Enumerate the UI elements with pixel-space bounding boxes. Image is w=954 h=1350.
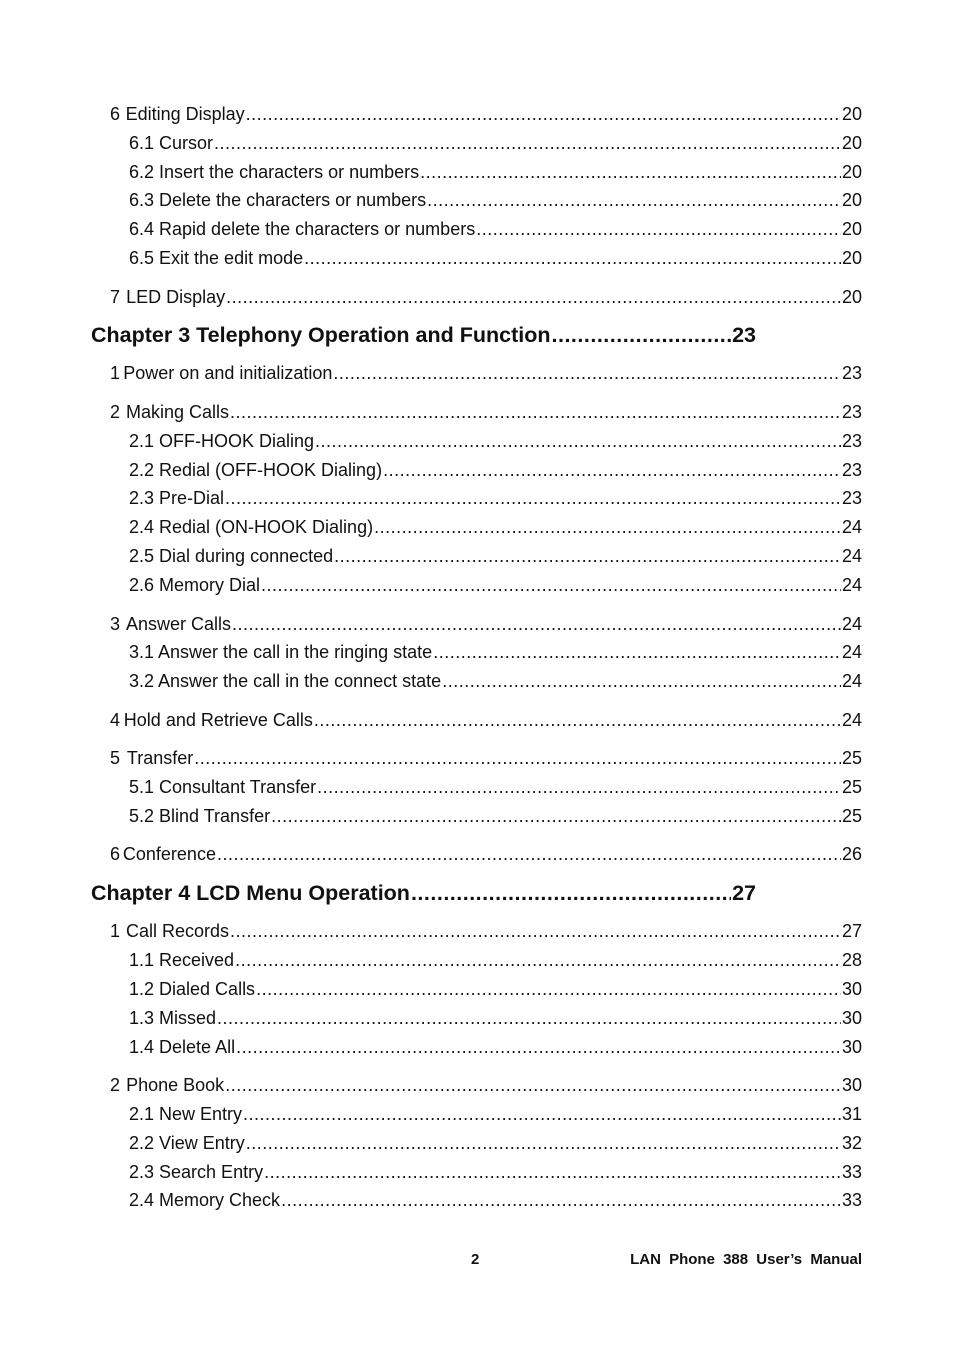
- toc-subentry: [129, 806, 862, 827]
- toc-chapter-heading: [91, 881, 756, 906]
- toc-entry-number: 2: [110, 1075, 121, 1095]
- toc-subentry: [129, 1162, 862, 1183]
- toc-entry-number: 4: [110, 710, 121, 730]
- toc-subentry: [129, 460, 862, 481]
- footer-page-number: 2: [471, 1251, 480, 1268]
- toc-entry-page: 28: [841, 950, 862, 970]
- toc-entry: [110, 614, 862, 635]
- dot-leader: [427, 190, 841, 211]
- toc-entry-page: 25: [841, 777, 862, 797]
- toc-entry-number: 3: [110, 614, 121, 634]
- dot-leader: [194, 748, 841, 769]
- toc-entry-page: 20: [841, 162, 862, 182]
- toc-entry-page: 24: [841, 575, 862, 595]
- dot-leader: [261, 575, 841, 596]
- toc-entry-page: 32: [841, 1133, 862, 1153]
- toc-subentry: [129, 190, 862, 211]
- toc-entry-page: 30: [841, 1008, 862, 1028]
- toc-entry-title: 3.1 Answer the call in the ringing state: [129, 642, 433, 662]
- toc-subentry: [129, 642, 862, 663]
- toc-chapter-title: Chapter 3 Telephony Operation and Function: [91, 323, 551, 347]
- dot-leader: [281, 1190, 841, 1211]
- toc-entry-title: 2.6 Memory Dial: [129, 575, 261, 595]
- toc-subentry: [129, 546, 862, 567]
- dot-leader: [317, 777, 841, 798]
- toc-entry-page: 23: [841, 402, 862, 422]
- toc-entry-title: Answer Calls: [125, 614, 231, 634]
- dot-leader: [315, 431, 841, 452]
- toc-entry-page: 24: [841, 642, 862, 662]
- toc-entry-page: 30: [841, 1037, 862, 1057]
- toc-entry-title: LED Display: [126, 287, 226, 307]
- dot-leader: [334, 546, 841, 567]
- dot-leader: [420, 162, 841, 183]
- dot-leader: [230, 402, 841, 423]
- toc-subentry: [129, 431, 862, 452]
- toc-chapter-title: Chapter 4 LCD Menu Operation: [91, 881, 410, 905]
- toc-entry-number: 7: [110, 287, 121, 307]
- toc-entry: [110, 710, 862, 731]
- toc-entry-page: 24: [841, 517, 862, 537]
- toc-entry: [110, 402, 862, 423]
- toc-entry-page: 20: [841, 190, 862, 210]
- toc-subentry: [129, 219, 862, 240]
- dot-leader: [226, 287, 841, 308]
- toc-subentry: [129, 950, 862, 971]
- toc-entry-page: 20: [841, 133, 862, 153]
- dot-leader: [314, 710, 841, 731]
- toc-subentry: [129, 1037, 862, 1058]
- toc-entry-page: 30: [841, 1075, 862, 1095]
- toc-entry-page: 20: [841, 219, 862, 239]
- dot-leader: [304, 248, 841, 269]
- footer-document-title: LAN Phone 388 User’s Manual: [630, 1251, 862, 1268]
- dot-leader: [411, 881, 731, 906]
- toc-entry-title: 2.3 Pre-Dial: [129, 488, 225, 508]
- toc-entry-title: Conference: [122, 844, 216, 864]
- toc-entry-title: 2.5 Dial during connected: [129, 546, 334, 566]
- toc-chapter-page: 23: [732, 323, 756, 347]
- toc-subentry: [129, 517, 862, 538]
- toc-entry-title: 2.4 Memory Check: [129, 1190, 281, 1210]
- toc-entry-title: 6.5 Exit the edit mode: [129, 248, 304, 268]
- toc-entry-title: Phone Book: [126, 1075, 225, 1095]
- toc-entry-title: 3.2 Answer the call in the connect state: [129, 671, 442, 691]
- toc-entry-page: 27: [841, 921, 862, 941]
- toc-entry-page: 23: [841, 431, 862, 451]
- dot-leader: [383, 460, 841, 481]
- toc-entry-title: Power on and initialization: [123, 363, 333, 383]
- dot-leader: [246, 1133, 841, 1154]
- toc-subentry: [129, 777, 862, 798]
- toc-entry-title: 2.2 Redial (OFF-HOOK Dialing): [129, 460, 383, 480]
- toc-entry-number: 6: [110, 844, 121, 864]
- toc-entry-title: Editing Display: [125, 104, 245, 124]
- toc-entry-number: 5: [110, 748, 121, 768]
- toc-entry-page: 26: [841, 844, 862, 864]
- dot-leader: [214, 133, 841, 154]
- toc-entry-title: 2.1 OFF-HOOK Dialing: [129, 431, 315, 451]
- dot-leader: [374, 517, 841, 538]
- toc-subentry: [129, 133, 862, 154]
- toc-entry: [110, 1075, 862, 1096]
- dot-leader: [217, 1008, 841, 1029]
- toc-entry-page: 24: [841, 614, 862, 634]
- dot-leader: [246, 104, 841, 125]
- toc-entry-number: 6: [110, 104, 121, 124]
- dot-leader: [236, 1037, 841, 1058]
- dot-leader: [271, 806, 841, 827]
- toc-entry-page: 23: [841, 460, 862, 480]
- dot-leader: [552, 323, 732, 348]
- toc-entry-title: 6.3 Delete the characters or numbers: [129, 190, 427, 210]
- dot-leader: [264, 1162, 841, 1183]
- toc-entry-number: 2: [110, 402, 121, 422]
- toc-entry-page: 20: [841, 287, 862, 307]
- dot-leader: [232, 614, 841, 635]
- toc-entry-title: Transfer: [126, 748, 194, 768]
- dot-leader: [476, 219, 841, 240]
- toc-entry-title: Call Records: [125, 921, 230, 941]
- toc-chapter-heading: [91, 323, 756, 348]
- toc-entry-title: Hold and Retrieve Calls: [123, 710, 313, 730]
- toc-subentry: [129, 1190, 862, 1211]
- toc-entry-title: 2.4 Redial (ON-HOOK Dialing): [129, 517, 374, 537]
- toc-entry-title: 1.2 Dialed Calls: [129, 979, 256, 999]
- toc-subentry: [129, 1104, 862, 1125]
- toc-entry-title: 1.1 Received: [129, 950, 235, 970]
- toc-entry-page: 33: [841, 1162, 862, 1182]
- toc-entry-title: 6.4 Rapid delete the characters or numbers: [129, 219, 476, 239]
- toc-subentry: [129, 575, 862, 596]
- toc-subentry: [129, 162, 862, 183]
- toc-entry-page: 20: [841, 104, 862, 124]
- toc-entry-title: 6.1 Cursor: [129, 133, 214, 153]
- dot-leader: [442, 671, 841, 692]
- toc-entry: [110, 748, 862, 769]
- toc-subentry: [129, 248, 862, 269]
- toc-entry-title: 2.1 New Entry: [129, 1104, 243, 1124]
- dot-leader: [225, 1075, 841, 1096]
- toc-entry: [110, 104, 862, 125]
- dot-leader: [256, 979, 841, 1000]
- toc-entry-number: 1: [110, 363, 121, 383]
- toc-subentry: [129, 671, 862, 692]
- dot-leader: [230, 921, 841, 942]
- toc-subentry: [129, 1008, 862, 1029]
- toc-subentry: [129, 979, 862, 1000]
- toc-entry: [110, 921, 862, 942]
- dot-leader: [433, 642, 841, 663]
- toc-entry: [110, 287, 862, 308]
- dot-leader: [217, 844, 841, 865]
- toc-entry-page: 30: [841, 979, 862, 999]
- dot-leader: [243, 1104, 841, 1125]
- toc-subentry: [129, 1133, 862, 1154]
- toc-entry-page: 25: [841, 748, 862, 768]
- toc-entry-title: 2.2 View Entry: [129, 1133, 245, 1153]
- dot-leader: [225, 488, 841, 509]
- toc-chapter-page: 27: [732, 881, 756, 905]
- toc-entry-number: 1: [110, 921, 121, 941]
- toc-entry: [110, 363, 862, 384]
- toc-entry-title: 2.3 Search Entry: [129, 1162, 264, 1182]
- toc-subentry: [129, 488, 862, 509]
- toc-entry-page: 24: [841, 710, 862, 730]
- toc-entry-page: 20: [841, 248, 862, 268]
- toc-entry: [110, 844, 862, 865]
- toc-entry-page: 23: [841, 488, 862, 508]
- toc-entry-page: 23: [841, 363, 862, 383]
- dot-leader: [333, 363, 841, 384]
- toc-entry-title: 1.3 Missed: [129, 1008, 217, 1028]
- toc-entry-title: 6.2 Insert the characters or numbers: [129, 162, 420, 182]
- toc-entry-page: 24: [841, 546, 862, 566]
- toc-entry-title: 5.2 Blind Transfer: [129, 806, 271, 826]
- dot-leader: [235, 950, 841, 971]
- toc-entry-title: 1.4 Delete All: [129, 1037, 236, 1057]
- toc-entry-page: 24: [841, 671, 862, 691]
- toc-entry-page: 31: [841, 1104, 862, 1124]
- toc-entry-page: 25: [841, 806, 862, 826]
- toc-entry-page: 33: [841, 1190, 862, 1210]
- toc-entry-title: 5.1 Consultant Transfer: [129, 777, 317, 797]
- toc-entry-title: Making Calls: [125, 402, 230, 422]
